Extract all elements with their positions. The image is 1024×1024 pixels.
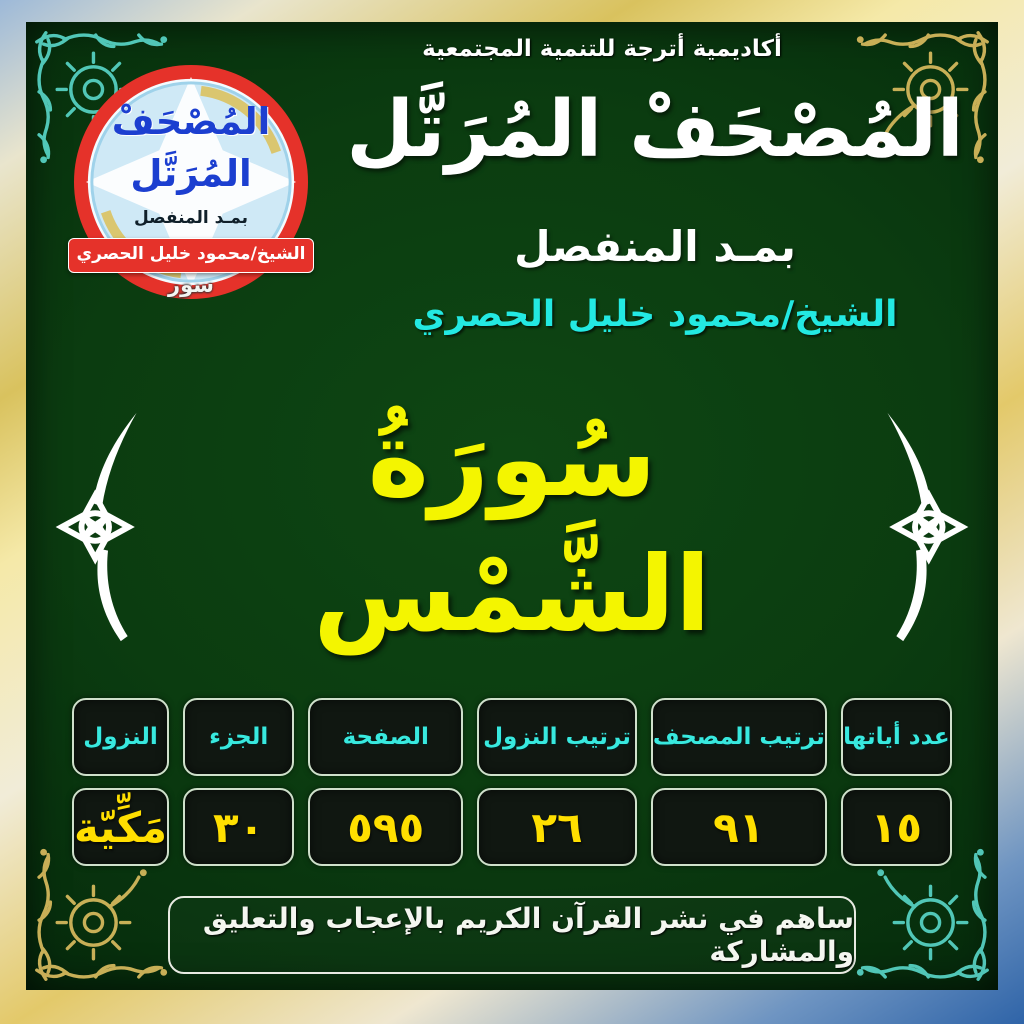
info-value-revelation-type: مَكِّيّة [72, 788, 169, 866]
surah-banner [34, 382, 990, 672]
info-header-revelation-type: النزول [72, 698, 169, 776]
logo-title-line2: المُرَتَّل [130, 152, 252, 195]
crescent-flower-ornament-icon [34, 409, 184, 645]
logo-title-line1: المُصْحَفْ [111, 100, 271, 143]
surah-title: سُورَةُ الشَّمْس [313, 397, 711, 655]
info-column-revelation-type [72, 698, 169, 866]
info-column-verse-count [841, 698, 952, 866]
logo-footer-text: سور [168, 273, 214, 297]
info-column-revelation-order [477, 698, 637, 866]
crescent-flower-ornament-icon [840, 409, 990, 645]
info-value-mushaf-order: ٩١ [651, 788, 827, 866]
logo-badge [72, 60, 310, 304]
poster-background [26, 22, 998, 990]
info-value-juz: ٣٠ [183, 788, 294, 866]
page-title: المُصْحَفْ المُرَتَّل [346, 85, 964, 175]
surah-info-table [72, 698, 952, 866]
info-header-juz: الجزء [183, 698, 294, 776]
title-subtitle: بمـد المنفصل [514, 222, 796, 271]
info-column-juz [183, 698, 294, 866]
academy-title: أكاديمية أترجة للتنمية المجتمعية [422, 36, 782, 62]
logo-reciter-banner: الشيخ/محمود خليل الحصري [68, 238, 314, 273]
logo-subtitle: بمـد المنفصل [133, 208, 249, 228]
info-header-mushaf-order: ترتيب المصحف [651, 698, 827, 776]
info-column-mushaf-order [651, 698, 827, 866]
info-value-page: ٥٩٥ [308, 788, 463, 866]
info-value-verse-count: ١٥ [841, 788, 952, 866]
info-header-verse-count: عدد أياتها [841, 698, 952, 776]
info-header-revelation-order: ترتيب النزول [477, 698, 637, 776]
info-value-revelation-order: ٢٦ [477, 788, 637, 866]
share-banner: ساهم في نشر القرآن الكريم بالإعجاب والتعليق والمشاركة [168, 896, 856, 974]
info-column-page [308, 698, 463, 866]
reciter-name: الشيخ/محمود خليل الحصري [412, 294, 898, 335]
info-header-page: الصفحة [308, 698, 463, 776]
